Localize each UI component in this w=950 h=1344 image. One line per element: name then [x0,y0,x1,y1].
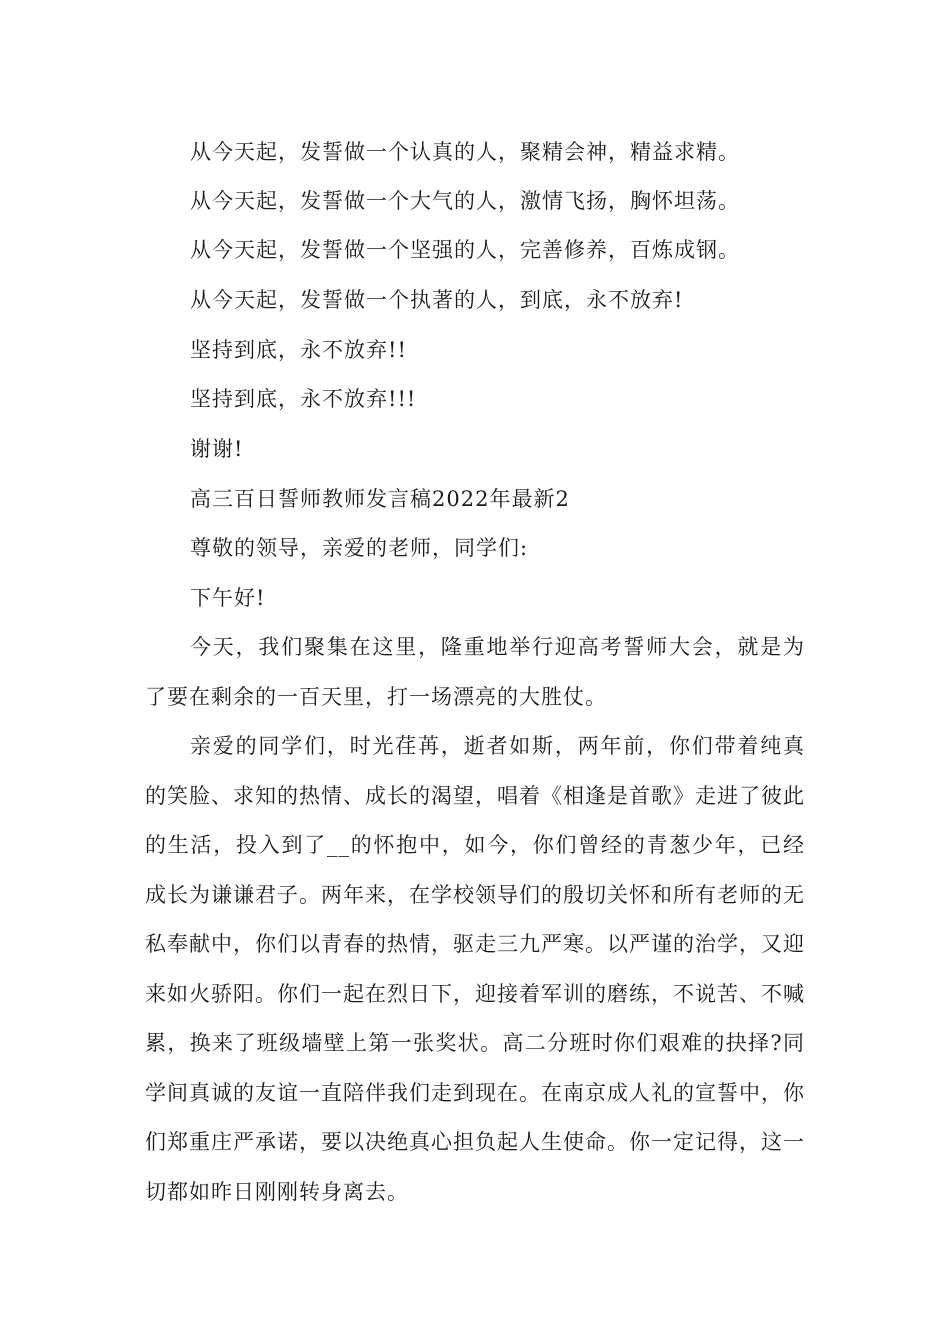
text-line: 从今天起，发誓做一个大气的人，激情飞扬，胸怀坦荡。 [190,189,740,213]
greeting: 下午好! [190,586,266,610]
text-line: 坚持到底，永不放弃!! [190,338,407,362]
text-line: 谢谢! [190,437,244,461]
paragraph: 今天，我们聚集在这里，隆重地举行迎高考誓师大会，就是为了要在剩余的一百天里，打一场漂亮的大胜仗。 [145,635,805,709]
text-line: 从今天起，发誓做一个认真的人，聚精会神，精益求精。 [190,140,740,164]
text-line: 从今天起，发誓做一个坚强的人，完善修养，百炼成钢。 [190,238,740,262]
text-line: 坚持到底，永不放弃!!! [190,387,417,411]
paragraph: 亲爱的同学们，时光荏苒，逝者如斯，两年前，你们带着纯真的笑脸、求知的热情、成长的渴望，唱着《相逢是首歌》走进了彼此的生活，投入到了__的怀抱中，如今，你们曾经的青葱少年，已经成长为谦谦君子。两年来，在学校领导们的殷切关怀和所有老师的无私奉献中，你们以青春的热情，驱走三九严寒。以严谨的治学，又迎来如火骄阳。你们一起在烈日下，迎接着军训的磨练，不说苦、不喊累，换来了班级墙壁上第一张奖状。高二分班时你们艰难的抉择?同学间真诚的友谊一直陪伴我们走到现在。在南京成人礼的宣誓中，你们郑重庄严承诺，要以决绝真心担负起人生使命。你一定记得，这一切都如昨日刚刚转身离去。 [145,734,805,1204]
section-heading: 高三百日誓师教师发言稿2022年最新2 [190,487,570,511]
text-line: 从今天起，发誓做一个执著的人，到底，永不放弃! [190,288,684,312]
salutation: 尊敬的领导，亲爱的老师，同学们: [190,536,529,560]
